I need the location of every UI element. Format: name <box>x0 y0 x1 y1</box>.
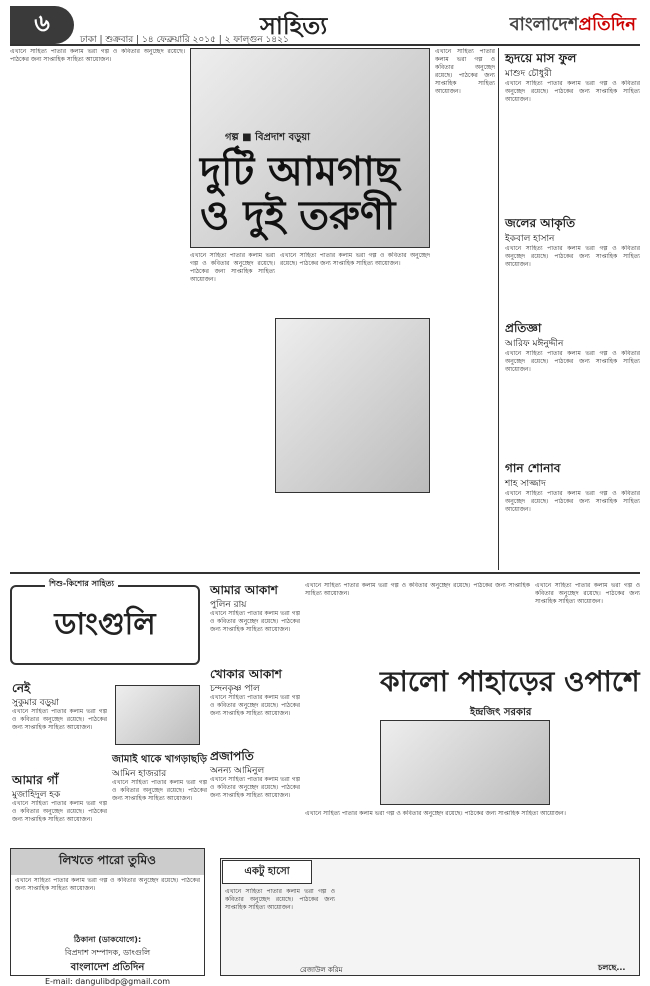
poem-body: এখানে সাহিত্য পাতার কলাম ভরা গল্প ও কবিতার অনুচ্ছেদ রয়েছে। পাঠকের জন্য সাপ্তাহিক সাহিত্য আয়োজন। <box>505 80 640 103</box>
poem-title: হৃদয়ে মাস ফুল <box>505 51 577 65</box>
poem-author: আমিন হাজরার <box>112 769 167 779</box>
poem-body: এখানে সাহিত্য পাতার কলাম ভরা গল্প ও কবিতার অনুচ্ছেদ রয়েছে। পাঠকের জন্য সাপ্তাহিক সাহিত্য আয়োজন। <box>210 776 300 799</box>
poem-title: আমার গাঁ <box>12 773 59 787</box>
story-column-4: এখানে সাহিত্য পাতার কলাম ভরা গল্প ও কবিতার অনুচ্ছেদ রয়েছে। পাঠকের জন্য সাপ্তাহিক সাহিত্য আয়োজন। <box>435 48 495 95</box>
poem-title: জামাই থাকে খাগড়াছড়ি <box>112 754 207 765</box>
poem-body: এখানে সাহিত্য পাতার কলাম ভরা গল্প ও কবিতার অনুচ্ছেদ রয়েছে। পাঠকের জন্য সাপ্তাহিক সাহিত্য আয়োজন। <box>505 490 640 513</box>
feature-author: ইন্দ্রজিৎ সরকার <box>470 707 532 718</box>
poem-body: এখানে সাহিত্য পাতার কলাম ভরা গল্প ও কবিতার অনুচ্ছেদ রয়েছে। পাঠকের জন্য সাপ্তাহিক সাহিত্য আয়োজন। <box>505 350 640 373</box>
poem-title: প্রজাপতি <box>210 749 254 763</box>
story-column-1: এখানে সাহিত্য পাতার কলাম ভরা গল্প ও কবিতার অনুচ্ছেদ রয়েছে। পাঠকের জন্য সাপ্তাহিক সাহিত্য আয়োজন। <box>10 48 185 63</box>
masthead <box>10 6 640 46</box>
feature-column: এখানে সাহিত্য পাতার কলাম ভরা গল্প ও কবিতার অনুচ্ছেদ রয়েছে। পাঠকের জন্য সাপ্তাহিক সাহিত্য আয়োজন। <box>305 810 566 817</box>
brand-logo: বাংলাদেশপ্রতিদিন <box>509 14 636 35</box>
poem-title: আমার আকাশ <box>210 583 278 597</box>
kids-logo: ডাংগুলি <box>10 585 200 665</box>
story-illustration-mid <box>275 318 430 493</box>
poem-body: এখানে সাহিত্য পাতার কলাম ভরা গল্প ও কবিতার অনুচ্ছেদ রয়েছে। পাঠকের জন্য সাপ্তাহিক সাহিত্য আয়োজন। <box>210 610 300 633</box>
poem-author: অনন্য আমিনুল <box>210 766 265 776</box>
poem-author: আরিফ মঈনুদ্দীন <box>505 339 564 349</box>
dateline: ঢাকা | শুক্রবার | ১৪ ফেব্রুয়ারি ২০১৫ | ২ ফাল্গুন ১৪২১ <box>80 35 289 45</box>
poem-title: খোকার আকাশ <box>210 667 282 681</box>
poem-title: গান শোনাব <box>505 461 561 475</box>
submission-box <box>10 848 205 986</box>
poem-body: এখানে সাহিত্য পাতার কলাম ভরা গল্প ও কবিতার অনুচ্ছেদ রয়েছে। পাঠকের জন্য সাপ্তাহিক সাহিত্য আয়োজন। <box>12 800 107 823</box>
section-rule <box>10 572 640 574</box>
kids-illustration <box>115 685 200 745</box>
feature-column: এখানে সাহিত্য পাতার কলাম ভরা গল্প ও কবিতার অনুচ্ছেদ রয়েছে। পাঠকের জন্য সাপ্তাহিক সাহিত্য আয়োজন। <box>305 582 530 597</box>
section-title: সাহিত্য <box>260 11 328 40</box>
poem-author: পুলিন রায় <box>210 600 247 610</box>
cartoon-tag: একটু হাসো <box>222 860 312 884</box>
poem-title: নেই <box>12 681 31 695</box>
submission-address: বিপ্রদাশ সম্পাদক, ডাংগুলি <box>64 948 151 957</box>
cartoon-artist: রেজাউল করিম <box>300 966 343 974</box>
submission-heading: লিখতে পারো তুমিও <box>11 849 204 875</box>
poem-body: এখানে সাহিত্য পাতার কলাম ভরা গল্প ও কবিতার অনুচ্ছেদ রয়েছে। পাঠকের জন্য সাপ্তাহিক সাহিত্য আয়োজন। <box>12 708 107 731</box>
column-rule <box>498 48 499 570</box>
story-column-3: এখানে সাহিত্য পাতার কলাম ভরা গল্প ও কবিতার অনুচ্ছেদ রয়েছে। পাঠকের জন্য সাপ্তাহিক সাহিত্য আয়োজন। <box>280 252 430 267</box>
submission-email[interactable]: E-mail: dangulibdp@gmail.com <box>44 977 171 986</box>
poem-body: এখানে সাহিত্য পাতার কলাম ভরা গল্প ও কবিতার অনুচ্ছেদ রয়েছে। পাঠকের জন্য সাপ্তাহিক সাহিত্য আয়োজন। <box>112 779 207 802</box>
poem-body: এখানে সাহিত্য পাতার কলাম ভরা গল্প ও কবিতার অনুচ্ছেদ রয়েছে। পাঠকের জন্য সাপ্তাহিক সাহিত্য আয়োজন। <box>505 245 640 268</box>
poem-title: জলের আকৃতি <box>505 216 576 230</box>
kids-tag: শিশু-কিশোর সাহিত্য <box>45 578 118 591</box>
poem-author: চন্দনকৃষ্ণ পাল <box>210 684 260 694</box>
poem-title: প্রতিজ্ঞা <box>505 321 542 335</box>
poem-author: মাশুদ চৌধুরী <box>505 69 552 79</box>
poem-author: শাহ সাজ্জাদ <box>505 479 546 489</box>
feature-column: এখানে সাহিত্য পাতার কলাম ভরা গল্প ও কবিতার অনুচ্ছেদ রয়েছে। পাঠকের জন্য সাপ্তাহিক সাহিত্য আয়োজন। <box>535 582 640 605</box>
poem-body: এখানে সাহিত্য পাতার কলাম ভরা গল্প ও কবিতার অনুচ্ছেদ রয়েছে। পাঠকের জন্য সাপ্তাহিক সাহিত্য আয়োজন। <box>210 694 300 717</box>
cartoon-text: এখানে সাহিত্য পাতার কলাম ভরা গল্প ও কবিতার অনুচ্ছেদ রয়েছে। পাঠকের জন্য সাপ্তাহিক সাহিত্য আয়োজন। <box>225 888 335 911</box>
feature-illustration <box>380 720 550 805</box>
story-title: দুটি আমগাছ ও দুই তরুণী <box>200 148 400 239</box>
page-number: ৬ <box>10 6 74 44</box>
poem-author: সুকুমার বড়ুয়া <box>12 698 60 708</box>
submission-text: এখানে সাহিত্য পাতার কলাম ভরা গল্প ও কবিতার অনুচ্ছেদ রয়েছে। পাঠকের জন্য সাপ্তাহিক সাহিত্য আয়োজন। <box>15 877 200 892</box>
story-byline: গল্প ■ বিপ্রদাশ বড়ুয়া <box>225 132 311 143</box>
story-column-2: এখানে সাহিত্য পাতার কলাম ভরা গল্প ও কবিতার অনুচ্ছেদ রয়েছে। পাঠকের জন্য সাপ্তাহিক সাহিত্য আয়োজন। <box>190 252 275 283</box>
cartoon-caption: চলছে... <box>598 963 626 972</box>
submission-address-label: ঠিকানা (ডাকযোগে): <box>73 935 142 944</box>
poem-author: ইকবাল হাসান <box>505 234 555 244</box>
submission-brand: বাংলাদেশ প্রতিদিন <box>70 962 145 973</box>
feature-title: কালো পাহাড়ের ওপাশে <box>380 665 640 698</box>
poem-author: মুজাহিদুল হক <box>12 790 61 800</box>
